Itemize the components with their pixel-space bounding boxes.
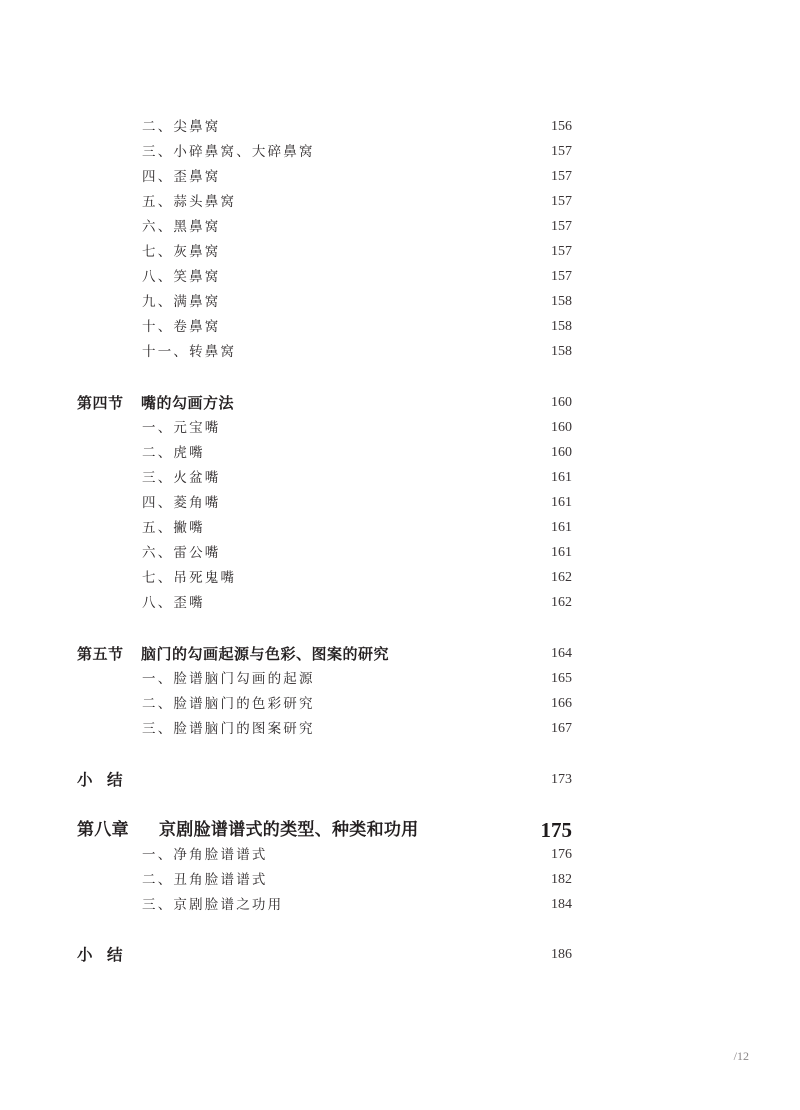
toc-entry-page: 158: [551, 294, 572, 309]
toc-entry-label: 一、净角脸谱谱式: [142, 847, 268, 863]
toc-entry-label: 三、火盆嘴: [142, 470, 221, 486]
toc-entry[interactable]: [0, 541, 800, 565]
toc-entry-label: 一、元宝嘴: [142, 420, 221, 436]
toc-entry[interactable]: [0, 868, 800, 892]
toc-entry[interactable]: [0, 315, 800, 339]
toc-entry[interactable]: [0, 692, 800, 716]
section-number: 第五节: [77, 645, 124, 663]
toc-entry[interactable]: [0, 466, 800, 490]
toc-entry-page: 162: [551, 570, 572, 585]
toc-chapter-label: [77, 815, 419, 845]
toc-entry-label: 四、歪鼻窝: [142, 169, 221, 185]
toc-entry[interactable]: [0, 416, 800, 440]
toc-section-label: [77, 642, 389, 666]
toc-entry-page: 158: [551, 319, 572, 334]
toc-entry-page: 157: [551, 169, 572, 184]
toc-entry[interactable]: [0, 566, 800, 590]
toc-entry-page: 184: [551, 897, 572, 912]
toc-entry-label: 八、歪嘴: [142, 595, 205, 611]
toc-entry-label: 七、灰鼻窝: [142, 244, 221, 260]
toc-entry-label: 二、丑角脸谱谱式: [142, 872, 268, 888]
toc-entry[interactable]: [0, 491, 800, 515]
toc-entry[interactable]: [0, 165, 800, 189]
toc-entry-page: 161: [551, 545, 572, 560]
toc-entry[interactable]: [0, 240, 800, 264]
toc-entry[interactable]: [0, 667, 800, 691]
toc-entry[interactable]: [0, 265, 800, 289]
toc-entry-page: 176: [551, 847, 572, 862]
toc-entry-page: 161: [551, 520, 572, 535]
toc-entry[interactable]: [0, 893, 800, 917]
toc-chapter-heading[interactable]: [0, 815, 800, 845]
toc-entry-label: 三、小碎鼻窝、大碎鼻窝: [142, 144, 315, 160]
toc-entry[interactable]: [0, 441, 800, 465]
toc-entry[interactable]: [0, 717, 800, 741]
toc-entry-page: 165: [551, 671, 572, 686]
toc-section-label: [77, 391, 234, 415]
toc-section-heading[interactable]: [0, 391, 800, 415]
summary-char-1: 小: [77, 770, 93, 789]
toc-entry-label: 十一、转鼻窝: [142, 344, 237, 360]
toc-entry-page: 158: [551, 344, 572, 359]
toc-chapter-page: 175: [540, 818, 572, 842]
toc-entry-label: 四、菱角嘴: [142, 495, 221, 511]
toc-summary-label: [77, 768, 123, 792]
toc-entry[interactable]: [0, 290, 800, 314]
summary-char-2: 结: [107, 770, 123, 789]
chapter-title: 京剧脸谱谱式的类型、种类和功用: [159, 820, 419, 840]
toc-entry[interactable]: [0, 516, 800, 540]
toc-entry-label: 二、虎嘴: [142, 445, 205, 461]
toc-entry[interactable]: [0, 140, 800, 164]
toc-entry-label: 九、满鼻窝: [142, 294, 221, 310]
toc-entry[interactable]: [0, 190, 800, 214]
toc-entry-page: 160: [551, 445, 572, 460]
toc-entry-label: 七、吊死鬼嘴: [142, 570, 237, 586]
toc-entry-label: 五、蒜头鼻窝: [142, 194, 237, 210]
toc-summary-heading[interactable]: [0, 943, 800, 967]
toc-summary-heading[interactable]: [0, 768, 800, 792]
toc-summary-label: [77, 943, 123, 967]
summary-char-1: 小: [77, 945, 93, 964]
toc-entry-page: 160: [551, 420, 572, 435]
page-folio: /12: [733, 1049, 749, 1063]
toc-entry-page: 157: [551, 244, 572, 259]
toc-entry-label: 三、京剧脸谱之功用: [142, 897, 284, 913]
toc-entry-label: 十、卷鼻窝: [142, 319, 221, 335]
toc-entry-label: 八、笑鼻窝: [142, 269, 221, 285]
toc-entry-page: 161: [551, 470, 572, 485]
toc-entry-page: 157: [551, 269, 572, 284]
toc-entry-label: 六、黑鼻窝: [142, 219, 221, 235]
toc-entry-page: 166: [551, 696, 572, 711]
toc-entry-page: 157: [551, 144, 572, 159]
toc-entry[interactable]: [0, 340, 800, 364]
toc-entry-page: 160: [551, 395, 572, 410]
toc-entry[interactable]: [0, 591, 800, 615]
toc-entry-label: 一、脸谱脑门勾画的起源: [142, 671, 315, 687]
section-title: 嘴的勾画方法: [141, 394, 235, 412]
section-number: 第四节: [77, 394, 124, 412]
toc-entry-page: 157: [551, 219, 572, 234]
section-title: 脑门的勾画起源与色彩、图案的研究: [141, 645, 390, 663]
toc-entry-page: 164: [551, 646, 572, 661]
toc-entry-label: 六、雷公嘴: [142, 545, 221, 561]
toc-entry-page: 182: [551, 872, 572, 887]
toc-section-heading[interactable]: [0, 642, 800, 666]
toc-entry[interactable]: [0, 115, 800, 139]
toc-entry-label: 五、撇嘴: [142, 520, 205, 536]
toc-entry-page: 156: [551, 119, 572, 134]
summary-char-2: 结: [107, 945, 123, 964]
toc-entry-label: 三、脸谱脑门的图案研究: [142, 721, 315, 737]
toc-entry-page: 157: [551, 194, 572, 209]
toc-entry-page: 167: [551, 721, 572, 736]
toc-entry-page: 173: [551, 772, 572, 787]
chapter-number: 第八章: [77, 820, 129, 840]
toc-entry-page: 162: [551, 595, 572, 610]
toc-entry-label: 二、脸谱脑门的色彩研究: [142, 696, 315, 712]
toc-entry-page: 161: [551, 495, 572, 510]
toc-entry-label: 二、尖鼻窝: [142, 119, 221, 135]
toc-entry-page: 186: [551, 947, 572, 962]
toc-entry[interactable]: [0, 215, 800, 239]
toc-entry[interactable]: [0, 843, 800, 867]
